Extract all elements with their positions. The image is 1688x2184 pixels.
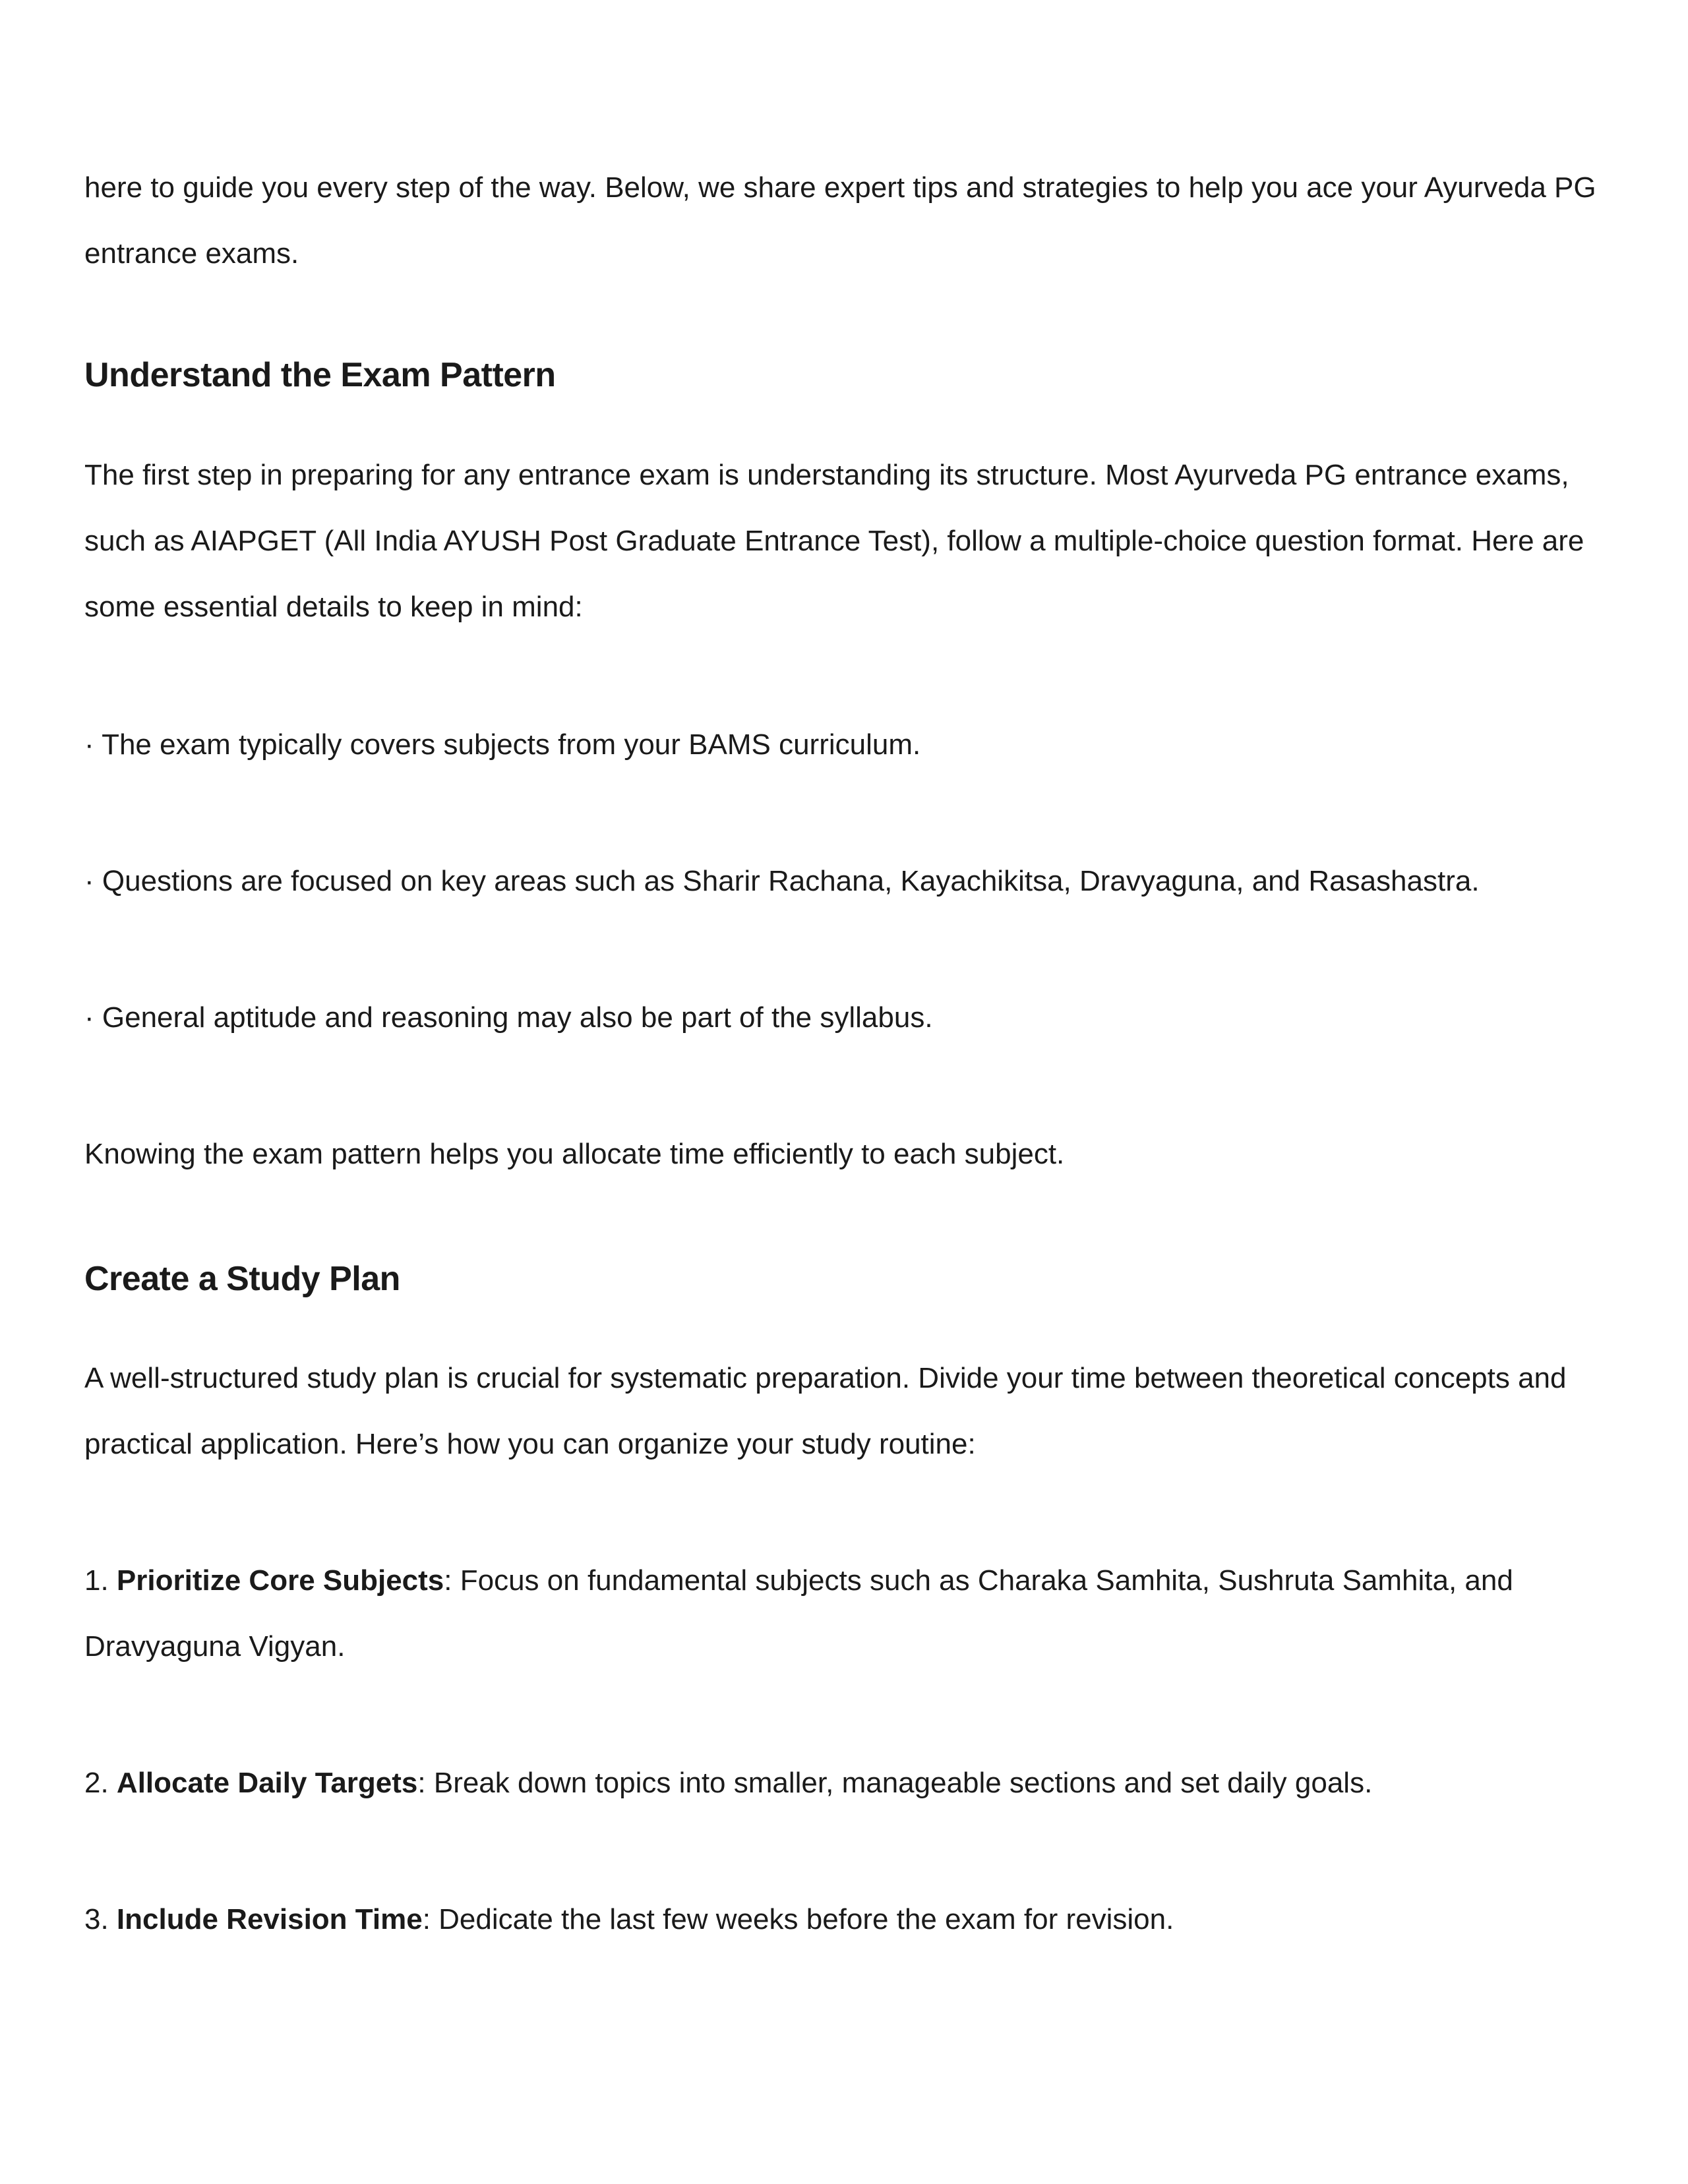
section-heading-study-plan: Create a Study Plan [84, 1260, 400, 1298]
intro-paragraph: here to guide you every step of the way. Below, we share expert tips and strategies to help you ace your Ayurveda PG entrance exams. [84, 171, 1596, 270]
numbered-item [84, 1548, 1601, 1680]
item-number: 3. [84, 1903, 117, 1935]
exam-pattern-paragraph: The first step in preparing for any entrance exam is understanding its structure. Most Ayurveda PG entrance exams, such as AIAPGET (All India AYUSH Post Graduate Entrance Test), follow a multiple-choice question format. Here are some essential details to keep in mind: [84, 459, 1584, 623]
bullet-item: · The exam typically covers subjects from your BAMS curriculum. [84, 728, 921, 761]
item-text: : Focus on fundamental subjects such as Charaka Samhita, Sushruta Samhita, and Dravyaguna Vigyan. [84, 1564, 1513, 1663]
item-number: 1. [84, 1564, 117, 1597]
item-number: 2. [84, 1767, 117, 1799]
bullet-item: · General aptitude and reasoning may also be part of the syllabus. [84, 1001, 933, 1034]
numbered-item [84, 1887, 1601, 1953]
section-heading-exam-pattern: Understand the Exam Pattern [84, 356, 556, 394]
item-title: Allocate Daily Targets [116, 1767, 418, 1799]
study-plan-paragraph: A well-structured study plan is crucial for systematic preparation. Divide your time between theoretical concepts and practical application. Here’s how you can organize your study routine: [84, 1362, 1567, 1460]
item-title: Prioritize Core Subjects [116, 1564, 444, 1597]
exam-pattern-closing: Knowing the exam pattern helps you allocate time efficiently to each subject. [84, 1138, 1065, 1170]
item-text: : Break down topics into smaller, manageable sections and set daily goals. [417, 1767, 1373, 1799]
bullet-item: · Questions are focused on key areas such as Sharir Rachana, Kayachikitsa, Dravyaguna, and Rasashastra. [84, 865, 1480, 897]
item-text: : Dedicate the last few weeks before the exam for revision. [422, 1903, 1174, 1935]
item-title: Include Revision Time [116, 1903, 423, 1935]
numbered-item [84, 1750, 1601, 1816]
